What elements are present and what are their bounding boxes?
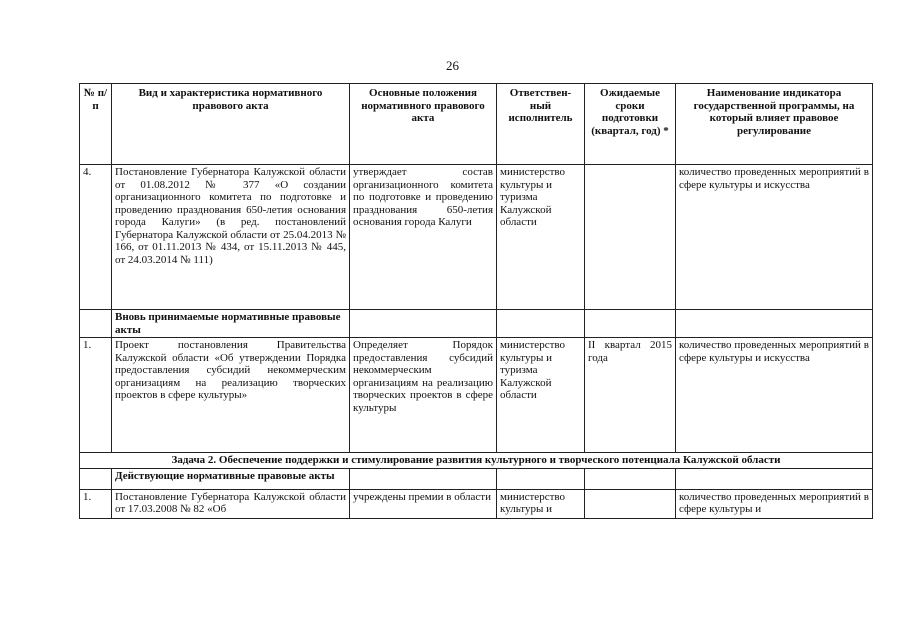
cell-executor: министерство культуры и — [497, 489, 585, 518]
cell-indicator: количество проведенных мероприятий в сфере культуры и искусства — [676, 165, 873, 310]
regulatory-acts-table — [79, 83, 873, 519]
cell-indicator: количество проведенных мероприятий в сфере культуры и — [676, 489, 873, 518]
cell-empty — [676, 468, 873, 489]
cell-empty — [676, 310, 873, 338]
page-number: 26 — [446, 58, 459, 73]
section-row-existing-acts — [80, 468, 873, 489]
cell-empty — [80, 310, 112, 338]
header-provisions: Основные положения нормативного правового акта — [350, 84, 497, 165]
task-title: Задача 2. Обеспечение поддержки и стимулирование развития культурного и творческого потенциала Калужской области — [80, 453, 873, 469]
cell-act: Постановление Губернатора Калужской области от 01.08.2012 № 377 «О создании организационного комитета по подготовке и проведению празднования 650-летия основания города Калуги» (в ред. постановлений Губернатора Калужской области от 25.04.2013 № 166, от 01.11.2013 № 434, от 15.11.2013 № 445, от 24.03.2014 № 111) — [112, 165, 350, 310]
cell-term — [585, 165, 676, 310]
cell-empty — [350, 310, 497, 338]
cell-provisions: утверждает состав организационного комитета по подготовке и проведению празднования 650-летия основания города Калуги — [350, 165, 497, 310]
table-row — [80, 489, 873, 518]
table-row — [80, 165, 873, 310]
cell-provisions: учреждены премии в области — [350, 489, 497, 518]
header-executor: Ответствен-ный исполнитель — [497, 84, 585, 165]
cell-act: Проект постановления Правительства Калужской области «Об утверждении Порядка предоставления субсидий некоммерческим организациям на реализацию творческих проектов в сфере культуры» — [112, 338, 350, 453]
section-title-existing-acts: Действующие нормативные правовые акты — [112, 468, 350, 489]
cell-number: 1. — [80, 489, 112, 518]
cell-number: 4. — [80, 165, 112, 310]
header-indicator: Наименование индикатора государственной программы, на который влияет правовое регулирование — [676, 84, 873, 165]
cell-empty — [585, 468, 676, 489]
header-act-type: Вид и характеристика нормативного правового акта — [112, 84, 350, 165]
cell-executor: министерство культуры и туризма Калужской области — [497, 165, 585, 310]
cell-number: 1. — [80, 338, 112, 453]
cell-empty — [497, 310, 585, 338]
cell-provisions: Определяет Порядок предоставления субсидий некоммерческим организациям на реализацию творческих проектов в сфере культуры — [350, 338, 497, 453]
task-row — [80, 453, 873, 469]
cell-indicator: количество проведенных мероприятий в сфере культуры и искусства — [676, 338, 873, 453]
header-term: Ожидаемые сроки подготовки (квартал, год) * — [585, 84, 676, 165]
cell-executor: министерство культуры и туризма Калужской области — [497, 338, 585, 453]
cell-empty — [80, 468, 112, 489]
table-header-row — [80, 84, 873, 165]
cell-term: II квартал 2015 года — [585, 338, 676, 453]
cell-empty — [350, 468, 497, 489]
cell-act: Постановление Губернатора Калужской области от 17.03.2008 № 82 «Об — [112, 489, 350, 518]
cell-empty — [585, 310, 676, 338]
cell-term — [585, 489, 676, 518]
cell-empty — [497, 468, 585, 489]
section-title-new-acts: Вновь принимаемые нормативные правовые акты — [112, 310, 350, 338]
section-row-new-acts — [80, 310, 873, 338]
table-row — [80, 338, 873, 453]
header-number: № п/п — [80, 84, 112, 165]
